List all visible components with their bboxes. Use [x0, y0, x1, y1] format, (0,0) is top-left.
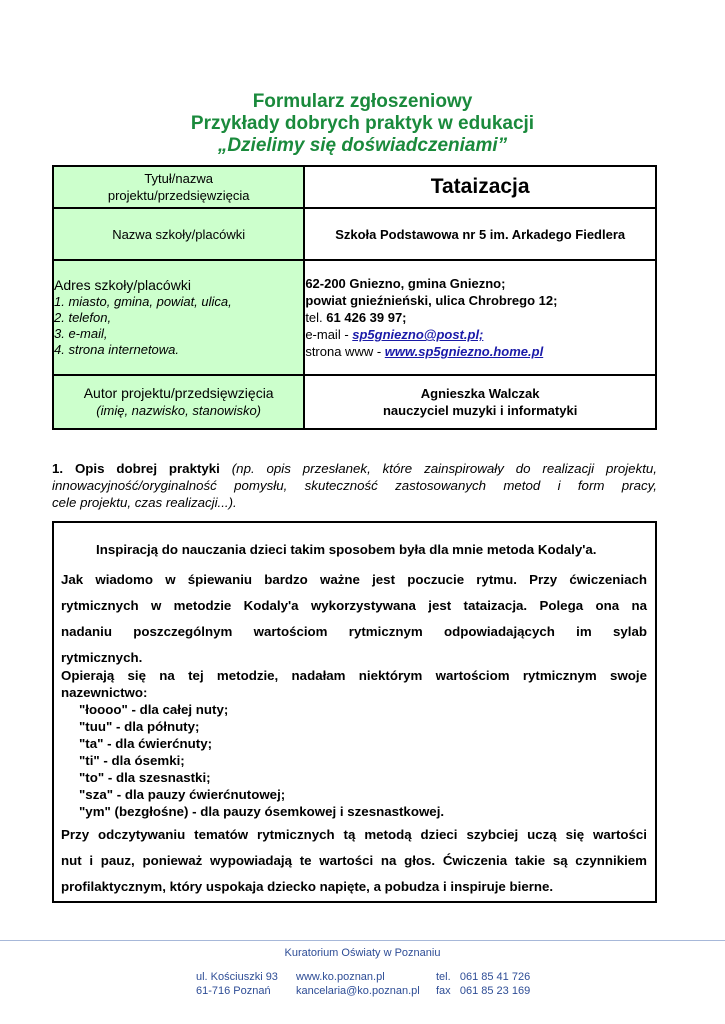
footer-street: ul. Kościuszki 93	[196, 971, 278, 983]
info-table	[52, 165, 657, 430]
paragraph-1: Inspiracją do nauczania dzieci takim sposobem była dla mnie metoda Kodaly'a.	[96, 542, 597, 557]
footer-fax: fax 061 85 23 169	[436, 985, 531, 997]
email-link[interactable]: sp5gniezno@post.pl;	[352, 327, 484, 342]
description-line-1	[52, 460, 657, 477]
school-name-value: Szkoła Podstawowa nr 5 im. Arkadego Fiedlera	[304, 208, 656, 260]
footer-web[interactable]: www.ko.poznan.pl	[296, 971, 385, 983]
author-label-heading: Autor projektu/przedsięwzięcia	[83, 385, 274, 401]
website-link[interactable]: www.sp5gniezno.home.pl	[384, 344, 544, 359]
email-line	[305, 326, 655, 343]
list-item: "ym" (bezgłośne) - dla pauzy ósemkowej i szesnastkowej.	[79, 804, 445, 819]
description-hint-1: (np. opis przesłanek, które zainspirowały do realizacji projektu,	[219, 461, 657, 476]
school-name-label: Nazwa szkoły/placówki	[53, 208, 304, 260]
phone-prefix: tel.	[305, 310, 327, 325]
paragraph-2-line-4: rytmicznych.	[61, 650, 143, 665]
list-item: "tuu" - dla półnuty;	[79, 719, 200, 734]
author-value	[304, 375, 656, 429]
list-item: "sza" - dla pauzy ćwierćnutowej;	[79, 787, 286, 802]
list-item: "to" - dla szesnastki;	[79, 770, 211, 785]
paragraph-4-line-1: Przy odczytywaniu tematów rytmicznych tą metodą dzieci szybciej uczą się wartości	[61, 827, 647, 842]
description-line-3: cele projektu, czas realizacji...).	[52, 495, 237, 510]
author-name: Agnieszka Walczak	[420, 386, 540, 401]
paragraph-4	[61, 822, 647, 900]
phone-line	[305, 309, 655, 326]
form-title: Formularz zgłoszeniowy	[252, 91, 473, 112]
website-prefix: strona www -	[305, 344, 385, 359]
footer-mail[interactable]: kancelaria@ko.poznan.pl	[296, 985, 420, 997]
address-hint-4: 4. strona internetowa.	[54, 342, 180, 357]
project-title-label-line2: projektu/przedsięwzięcia	[107, 188, 250, 203]
address-line-2: powiat gnieźnieński, ulica Chrobrego 12;	[305, 293, 558, 308]
list-item: "ti" - dla ósemki;	[79, 753, 185, 768]
paragraph-3-line-2: nazewnictwo:	[61, 685, 148, 700]
project-title-label-line1: Tytuł/nazwa	[144, 171, 213, 186]
paragraph-2-line-2: rytmicznych w metodzie Kodaly'a wykorzystywana jest tataizacja. Polega ona na	[61, 598, 647, 613]
description-box	[52, 521, 657, 903]
paragraph-2-line-3: nadaniu poszczególnym wartościom rytmicznym odpowiadających im sylab	[61, 624, 647, 639]
author-role: nauczyciel muzyki i informatyki	[382, 403, 578, 418]
footer-city: 61-716 Poznań	[196, 985, 271, 997]
author-label-hint: (imię, nazwisko, stanowisko)	[96, 403, 262, 418]
list-item: "ta" - dla ćwierćnuty;	[79, 736, 213, 751]
footer-divider	[0, 940, 725, 941]
email-prefix: e-mail -	[305, 327, 353, 342]
description-heading: 1. Opis dobrej praktyki	[52, 461, 220, 476]
author-label	[53, 375, 304, 429]
form-subtitle: Przykłady dobrych praktyk w edukacji	[190, 113, 535, 134]
description-line-2: innowacyjność/oryginalność pomysłu, skuteczność zastosowanych metod i form pracy,	[52, 478, 657, 493]
project-title-value: Tataizacja	[304, 166, 656, 208]
paragraph-2	[61, 567, 647, 671]
form-motto: „Dzielimy się doświadczeniami”	[217, 135, 508, 156]
paragraph-2-line-1: Jak wiadomo w śpiewaniu bardzo ważne jest poczucie rytmu. Przy ćwiczeniach	[61, 572, 647, 587]
footer-org: Kuratorium Oświaty w Poznaniu	[284, 947, 441, 959]
list-item: "łoooo" - dla całej nuty;	[79, 702, 229, 717]
school-address-value	[304, 260, 656, 375]
project-title-label	[53, 166, 304, 208]
paragraph-4-line-2: nut i pauz, ponieważ wypowiadają te wartości na głos. Ćwiczenia takie są czynnikiem	[61, 853, 647, 868]
address-hint-1: 1. miasto, gmina, powiat, ulica,	[54, 294, 232, 309]
paragraph-4-line-3: profilaktycznym, który uspokaja dziecko napięte, a pobudza i inspiruje bierne.	[61, 879, 554, 894]
paragraph-3	[61, 667, 647, 701]
address-hint-3: 3. e-mail,	[54, 326, 108, 341]
website-line	[305, 343, 655, 360]
address-line-1: 62-200 Gniezno, gmina Gniezno;	[305, 276, 506, 291]
school-address-heading: Adres szkoły/placówki	[54, 277, 191, 293]
phone-number: 61 426 39 97;	[326, 310, 407, 325]
description-instruction	[52, 460, 657, 511]
footer-tel: tel. 061 85 41 726	[436, 971, 531, 983]
address-hint-2: 2. telefon,	[54, 310, 112, 325]
paragraph-3-line-1: Opierają się na tej metodzie, nadałam niektórym wartościom rytmicznym swoje	[61, 668, 647, 683]
syllable-list	[79, 701, 639, 820]
school-address-label	[53, 260, 304, 375]
